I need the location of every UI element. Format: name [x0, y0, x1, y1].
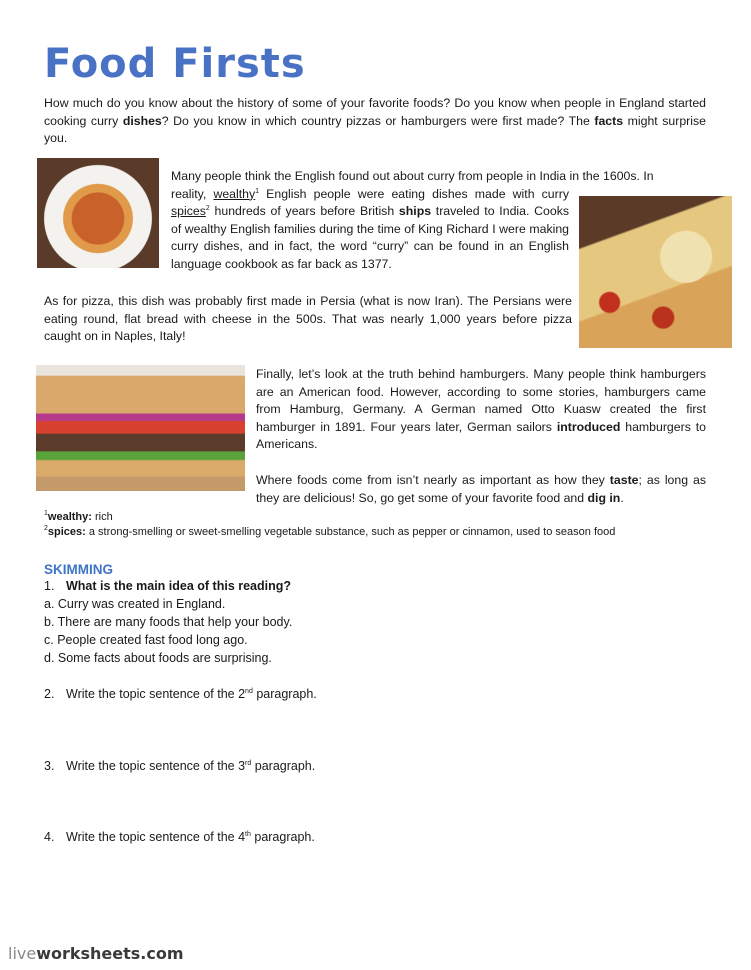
question-2 — [44, 686, 317, 704]
pizza-image — [579, 196, 732, 348]
logo-live: live — [8, 944, 37, 963]
question-text: Write the topic sentence of the 2 — [66, 687, 246, 701]
footnote-term: spices: — [47, 526, 86, 538]
text: hundreds of years before British — [209, 204, 399, 218]
burger-image — [36, 365, 245, 491]
text: traveled to India. Cooks of wealthy English families during the time of King Richard I were making curry dishes, and in fact, the word “curry” can be found in an English language cookbook as far back as 1377. — [171, 204, 569, 271]
question-number: 2. — [44, 687, 55, 701]
option-c[interactable]: c. People created fast food long ago. — [44, 633, 248, 647]
liveworksheets-logo[interactable] — [8, 945, 184, 963]
curry-image — [37, 158, 159, 268]
logo-worksheets: worksheets.com — [36, 944, 184, 963]
paragraph-1 — [171, 186, 569, 274]
question-number: 1. — [44, 579, 55, 593]
footnote-def: a strong-smelling or sweet-smelling vegetable substance, such as pepper or cinnamon, used to season food — [85, 526, 616, 538]
page-title: Food Firsts — [44, 41, 306, 87]
question-text: paragraph. — [250, 830, 315, 844]
text: hamburgers to Americans. — [256, 419, 706, 451]
text: ; as long as they are delicious! So, go get some of your favorite food and — [256, 473, 706, 505]
question-text: Write the topic sentence of the 3 — [66, 759, 246, 773]
bold-word: ships — [398, 204, 432, 218]
text: reality, — [171, 186, 214, 201]
text: might surprise you. — [44, 113, 706, 145]
question-number: 3. — [44, 759, 55, 773]
footnote-ref: 1 — [255, 187, 260, 195]
option-a[interactable]: a. Curry was created in England. — [44, 597, 226, 611]
footnote-num: 1 — [44, 510, 48, 517]
footnote-2 — [44, 525, 615, 540]
question-text: Write the topic sentence of the 4 — [66, 830, 246, 844]
text: Finally, let’s look at the truth behind hamburgers. Many people think hamburgers are an American food. However, according to some stories, hamburgers came from Hamburg, Germany. A German named Otto Kuasw created the first hamburger in 1891. Four years later, German sailors — [256, 367, 706, 434]
question-3 — [44, 758, 315, 776]
paragraph-1-line-1: Many people think the English found out about curry from people in India in the 1600s. In — [171, 169, 654, 183]
bold-word: dig in — [587, 490, 621, 505]
vocab-spices: spices — [171, 204, 206, 218]
option-d[interactable]: d. Some facts about foods are surprising. — [44, 651, 272, 665]
ordinal-suffix: rd — [245, 760, 252, 767]
footnote-ref: 2 — [205, 205, 210, 212]
option-b[interactable]: b. There are many foods that help your body. — [44, 615, 293, 629]
ordinal-suffix: th — [245, 831, 251, 838]
paragraph-2: As for pizza, this dish was probably first made in Persia (what is now Iran). The Persians were eating round, flat bread with cheese in the 500s. That was nearly 1,000 years before pizza caught on in Naples, Italy! — [44, 294, 572, 343]
question-text: What is the main idea of this reading? — [66, 579, 292, 593]
paragraph-4 — [256, 472, 706, 507]
text: . — [620, 490, 624, 505]
question-1 — [44, 578, 291, 596]
question-text: paragraph. — [252, 687, 317, 701]
question-4 — [44, 829, 315, 847]
intro-paragraph — [44, 95, 706, 148]
footnote-term: wealthy: — [47, 511, 92, 523]
footnote-num: 2 — [44, 525, 48, 532]
ordinal-suffix: nd — [245, 688, 253, 695]
skimming-heading: SKIMMING — [44, 562, 113, 577]
footnote-def: rich — [91, 511, 113, 523]
text: Where foods come from isn’t nearly as important as how they — [256, 473, 610, 487]
bold-word: facts — [594, 113, 624, 128]
vocab-wealthy: wealthy — [213, 186, 256, 201]
bold-word: taste — [609, 473, 639, 487]
bold-word: introduced — [556, 419, 621, 434]
question-text: paragraph. — [251, 759, 316, 773]
text: English people were eating dishes made with curry — [259, 186, 569, 201]
text: How much do you know about the history of some of your favorite foods? Do you know when people in England started cooking curry — [44, 96, 706, 128]
paragraph-3 — [256, 366, 706, 454]
text: ? Do you know in which country pizzas or hamburgers were first made? The — [161, 113, 595, 128]
bold-word: dishes — [122, 113, 162, 128]
footnote-1 — [44, 510, 113, 525]
question-number: 4. — [44, 830, 55, 844]
